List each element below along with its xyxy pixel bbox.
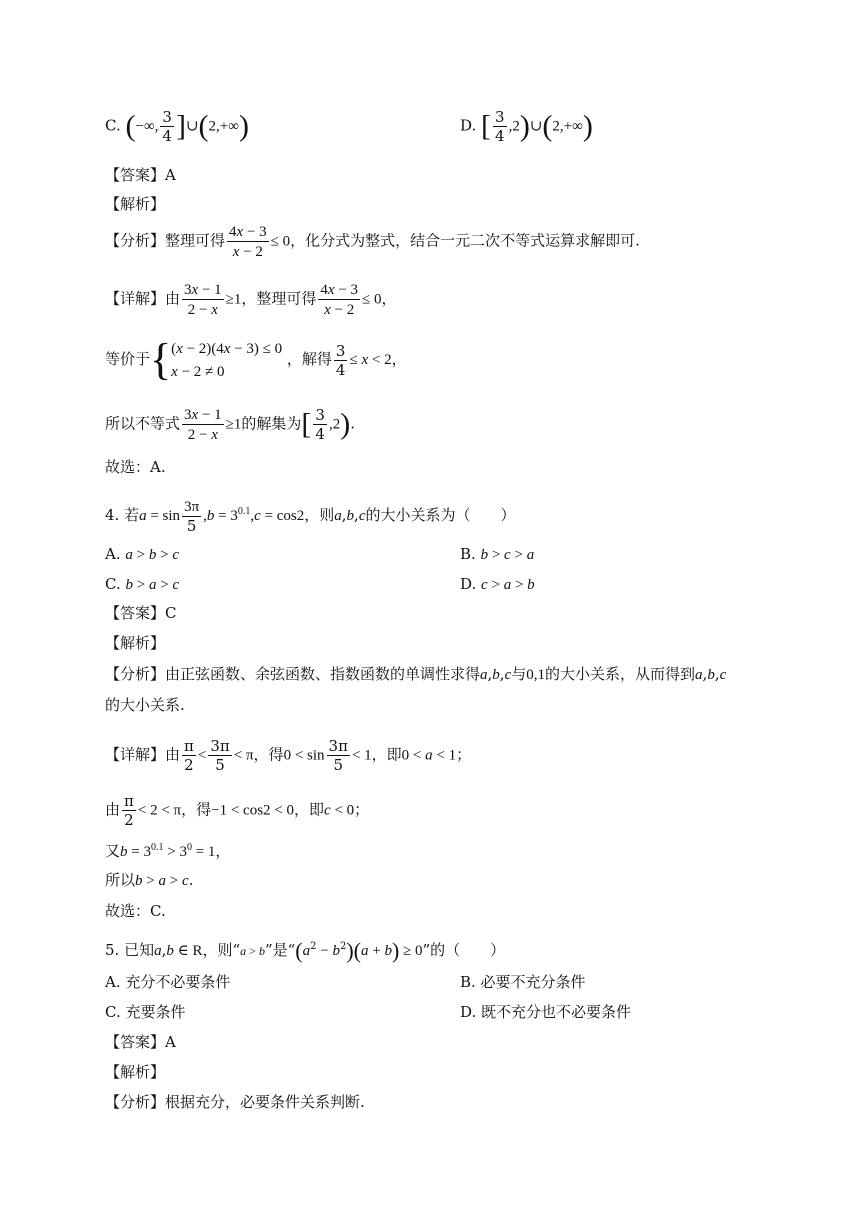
q5-answer: 【答案】A [105, 1033, 176, 1051]
q4-stem: 4. 若a = sin $\frac{3\pi}{5}$ $,b = 3^{0.1},c = \cos 2$，则a,b,c的大小关系为（ ） [105, 499, 516, 535]
q5-option-c: C. 充要条件 [105, 1003, 186, 1021]
q4-xiangjie-4: 所以b > a > c. [105, 871, 194, 889]
q4-fenxi-1: 【分析】由正弦函数、余弦函数、指数函数的单调性求得a,b,c与0,1的大小关系，从而得到a,b,c [105, 665, 727, 683]
q5-analysis: 【解析】 [105, 1063, 166, 1081]
q4-option-a: A. a > b > c [105, 545, 179, 563]
q3-analysis: 【解析】 [105, 195, 166, 213]
q5-fenxi: 【分析】根据充分，必要条件关系判断. [105, 1093, 365, 1111]
q3-option-d: D. [ $\frac{3}{4}$ ,2)∪(2,+∞) [460, 108, 593, 145]
q4-option-c: C. b > a > c [105, 575, 180, 593]
q3-xiangjie-2: 等价于{ (x − 2)(4x − 3) ≤ 0 x − 2 ≠ 0 ，解得 $\frac{3}{4}$ ≤ x < 2， [105, 335, 407, 384]
q4-answer: 【答案】C [105, 604, 177, 622]
q3-xiangjie-1: 【详解】由 $\frac{3x - 1}{2 - x}$ ≥1，整理可得 $\frac{4x - 3}{x - 2}$ ≤ 0， [105, 282, 397, 318]
q5-option-b: B. 必要不充分条件 [460, 973, 586, 991]
q4-analysis: 【解析】 [105, 634, 166, 652]
q4-xiangjie-2: 由 $\frac{\pi}{2}$ < 2 < π，得−1 < cos2 < 0，即c < 0； [105, 792, 370, 829]
q3-choose: 故选：A. [105, 458, 166, 476]
q3-option-c: C. (−∞, $\frac{3}{4}$ ]∪(2,+∞) [105, 108, 249, 145]
q4-option-b: B. b > c > a [460, 545, 535, 563]
q3-answer: 【答案】A [105, 166, 176, 184]
q5-stem: 5. 已知a,b ∈ R，则“a > b”是“$(a^2 - b^2)(a + b) \ge 0$”的（ ） [105, 938, 506, 963]
q3-fenxi: 【分析】整理可得 $\frac{4x - 3}{x - 2}$ ≤ 0，化分式为整式，结合一元二次不等式运算求解即可. [105, 224, 640, 260]
option-letter: C. [105, 116, 121, 135]
q4-fenxi-2: 的大小关系. [105, 696, 185, 714]
q5-option-a: A. 充分不必要条件 [105, 973, 231, 991]
q4-xiangjie-3: 又$b = 3^{0.1} > 3^0 = 1$， [105, 842, 231, 860]
q5-option-d: D. 既不充分也不必要条件 [460, 1003, 632, 1021]
q4-option-d: D. c > a > b [460, 575, 535, 593]
q4-choose: 故选：C. [105, 902, 166, 920]
q4-xiangjie-1: 【详解】由 $\frac{\pi}{2}$ < $\frac{3\pi}{5}$ < π，得0 < sin $\frac{3\pi}{5}$ < 1，即0 < a < 1； [105, 737, 472, 774]
option-letter: D. [460, 116, 477, 135]
q3-xiangjie-3: 所以不等式 $\frac{3x - 1}{2 - x}$ ≥1的解集为[ $\frac{3}{4}$ ,2). [105, 406, 355, 443]
